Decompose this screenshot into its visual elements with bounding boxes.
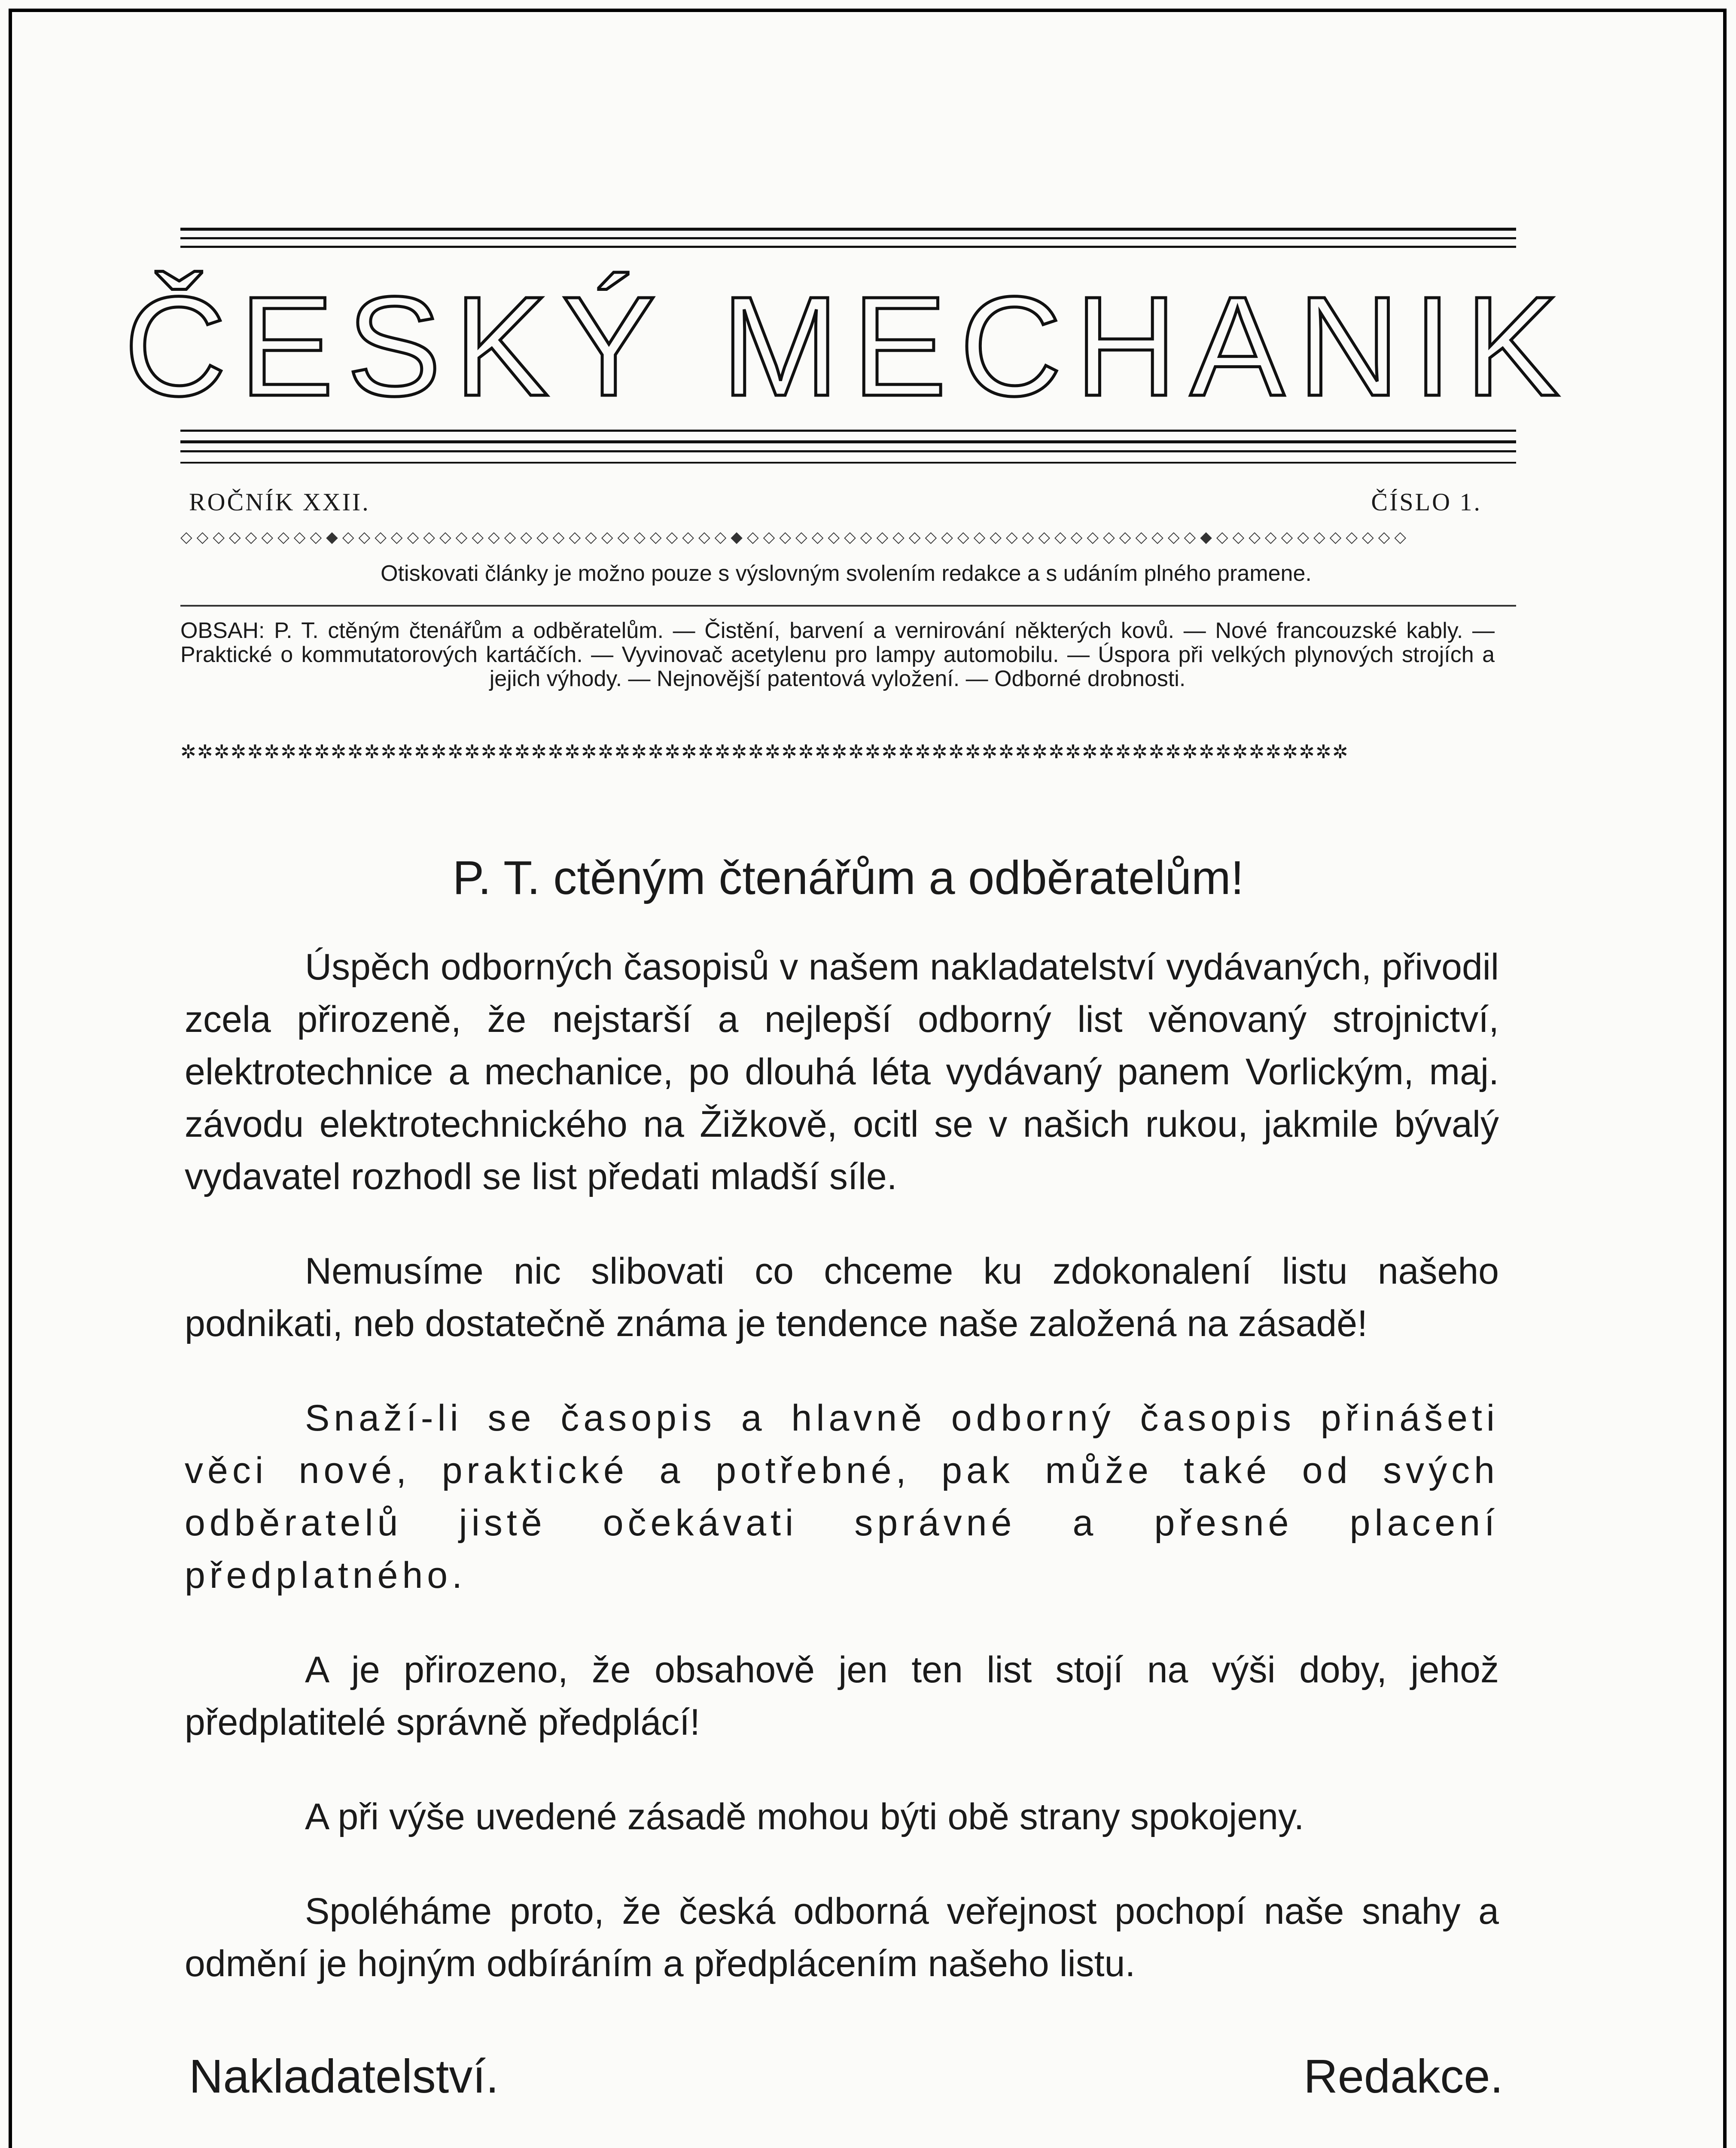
article-paragraph: Snaží-li se časopis a hlavně odborný časopis přinášeti věci nové, praktické a potřebné, pak může také od svých odběratelů jistě očekávati správné a přesné placení předplatného. [185, 1397, 1499, 1596]
diamond-ornament-row: ◇◇◇◇◇◇◇◇◇◆◇◇◇◇◇◇◇◇◇◇◇◇◇◇◇◇◇◇◇◇◇◇◇◇◆◇◇◇◇◇◇◇◇◇◇◇◇◇◇◇◇◇◇◇◇◇◇◇◇◇◇◇◇◆◇◇◇◇◇◇◇◇◇◇◇◇ [180, 528, 1411, 546]
masthead-top-rule-2 [180, 237, 1516, 239]
article-paragraph: A je přirozeno, že obsahově jen ten list stojí na výši doby, jehož předplatitelé správně předplácí! [185, 1649, 1499, 1743]
article-title: P. T. ctěným čtenářům a odběratelům! [452, 851, 1244, 904]
signature-editorial: Redakce. [1304, 2050, 1503, 2103]
masthead-top-rule-1 [180, 228, 1516, 231]
masthead-top-rule-3 [180, 246, 1516, 248]
masthead-bottom-rule-3 [180, 450, 1516, 452]
article-paragraph: Úspěch odborných časopisů v našem nakladatelství vydávaných, přivodil zcela přirozeně, že nejstarší a nejlepší odborný list věnovaný strojnictví, elektrotechnice a mechanice, po dlouhá léta vydávaný panem Vorlickým, maj. závodu elektrotechnického na Žižkově, ocitl se v našich rukou, jakmile bývalý vydavatel rozhodl se list předati mladší síle. [185, 946, 1499, 1197]
signatures [189, 2049, 1503, 2104]
masthead-bottom-rule-4 [180, 462, 1516, 464]
masthead-logotype [124, 266, 1573, 425]
table-of-contents: OBSAH: P. T. ctěným čtenářům a odběratelům. — Čistění, barvení a vernirování některých kovů. — Nové francouzské kably. — Praktické o kommutatorových kartáčích. — Vyvinovač acetylenu pro lampy automobilu. — Úspora při velkých plynových strojích a jejich výhody. — Nejnovější patentová vyložení. — Odborné drobnosti. [180, 618, 1495, 691]
article-paragraph: Nemusíme nic slibovati co chceme ku zdokonalení listu našeho podnikati, neb dostatečně známa je tendence naše založená na zásadě! [185, 1251, 1499, 1344]
article-paragraph: Spoléháme proto, že česká odborná veřejnost pochopí naše snahy a odmění je hojným odbíráním a předplácením našeho listu. [185, 1891, 1499, 1984]
article-body [185, 941, 1499, 2032]
masthead-bottom-rule-2 [180, 440, 1516, 443]
article-paragraph: A při výše uvedené zásadě mohou býti obě strany spokojeny. [305, 1796, 1304, 1837]
masthead [124, 262, 1573, 425]
contents-rule [180, 605, 1516, 607]
star-ornament-row: ✲✲✲✲✲✲✲✲✲✲✲✲✲✲✲✲✲✲✲✲✲✲✲✲✲✲✲✲✲✲✲✲✲✲✲✲✲✲✲✲✲✲✲✲✲✲✲✲✲✲✲✲✲✲✲✲✲✲✲✲✲✲✲✲✲✲✲✲✲✲ [180, 741, 1349, 763]
issue-info [189, 488, 1482, 516]
masthead-bottom-rule-1 [180, 430, 1516, 432]
copyright-notice: Otiskovati články je možno pouze s výslovným svolením redakce a s udáním plného pramene. [381, 561, 1312, 586]
volume-label: ROČNÍK XXII. [189, 488, 370, 516]
masthead-title: ČESKÝ MECHANIK [124, 267, 1573, 425]
issue-number: ČÍSLO 1. [1371, 488, 1482, 516]
signature-publisher: Nakladatelství. [189, 2050, 499, 2103]
